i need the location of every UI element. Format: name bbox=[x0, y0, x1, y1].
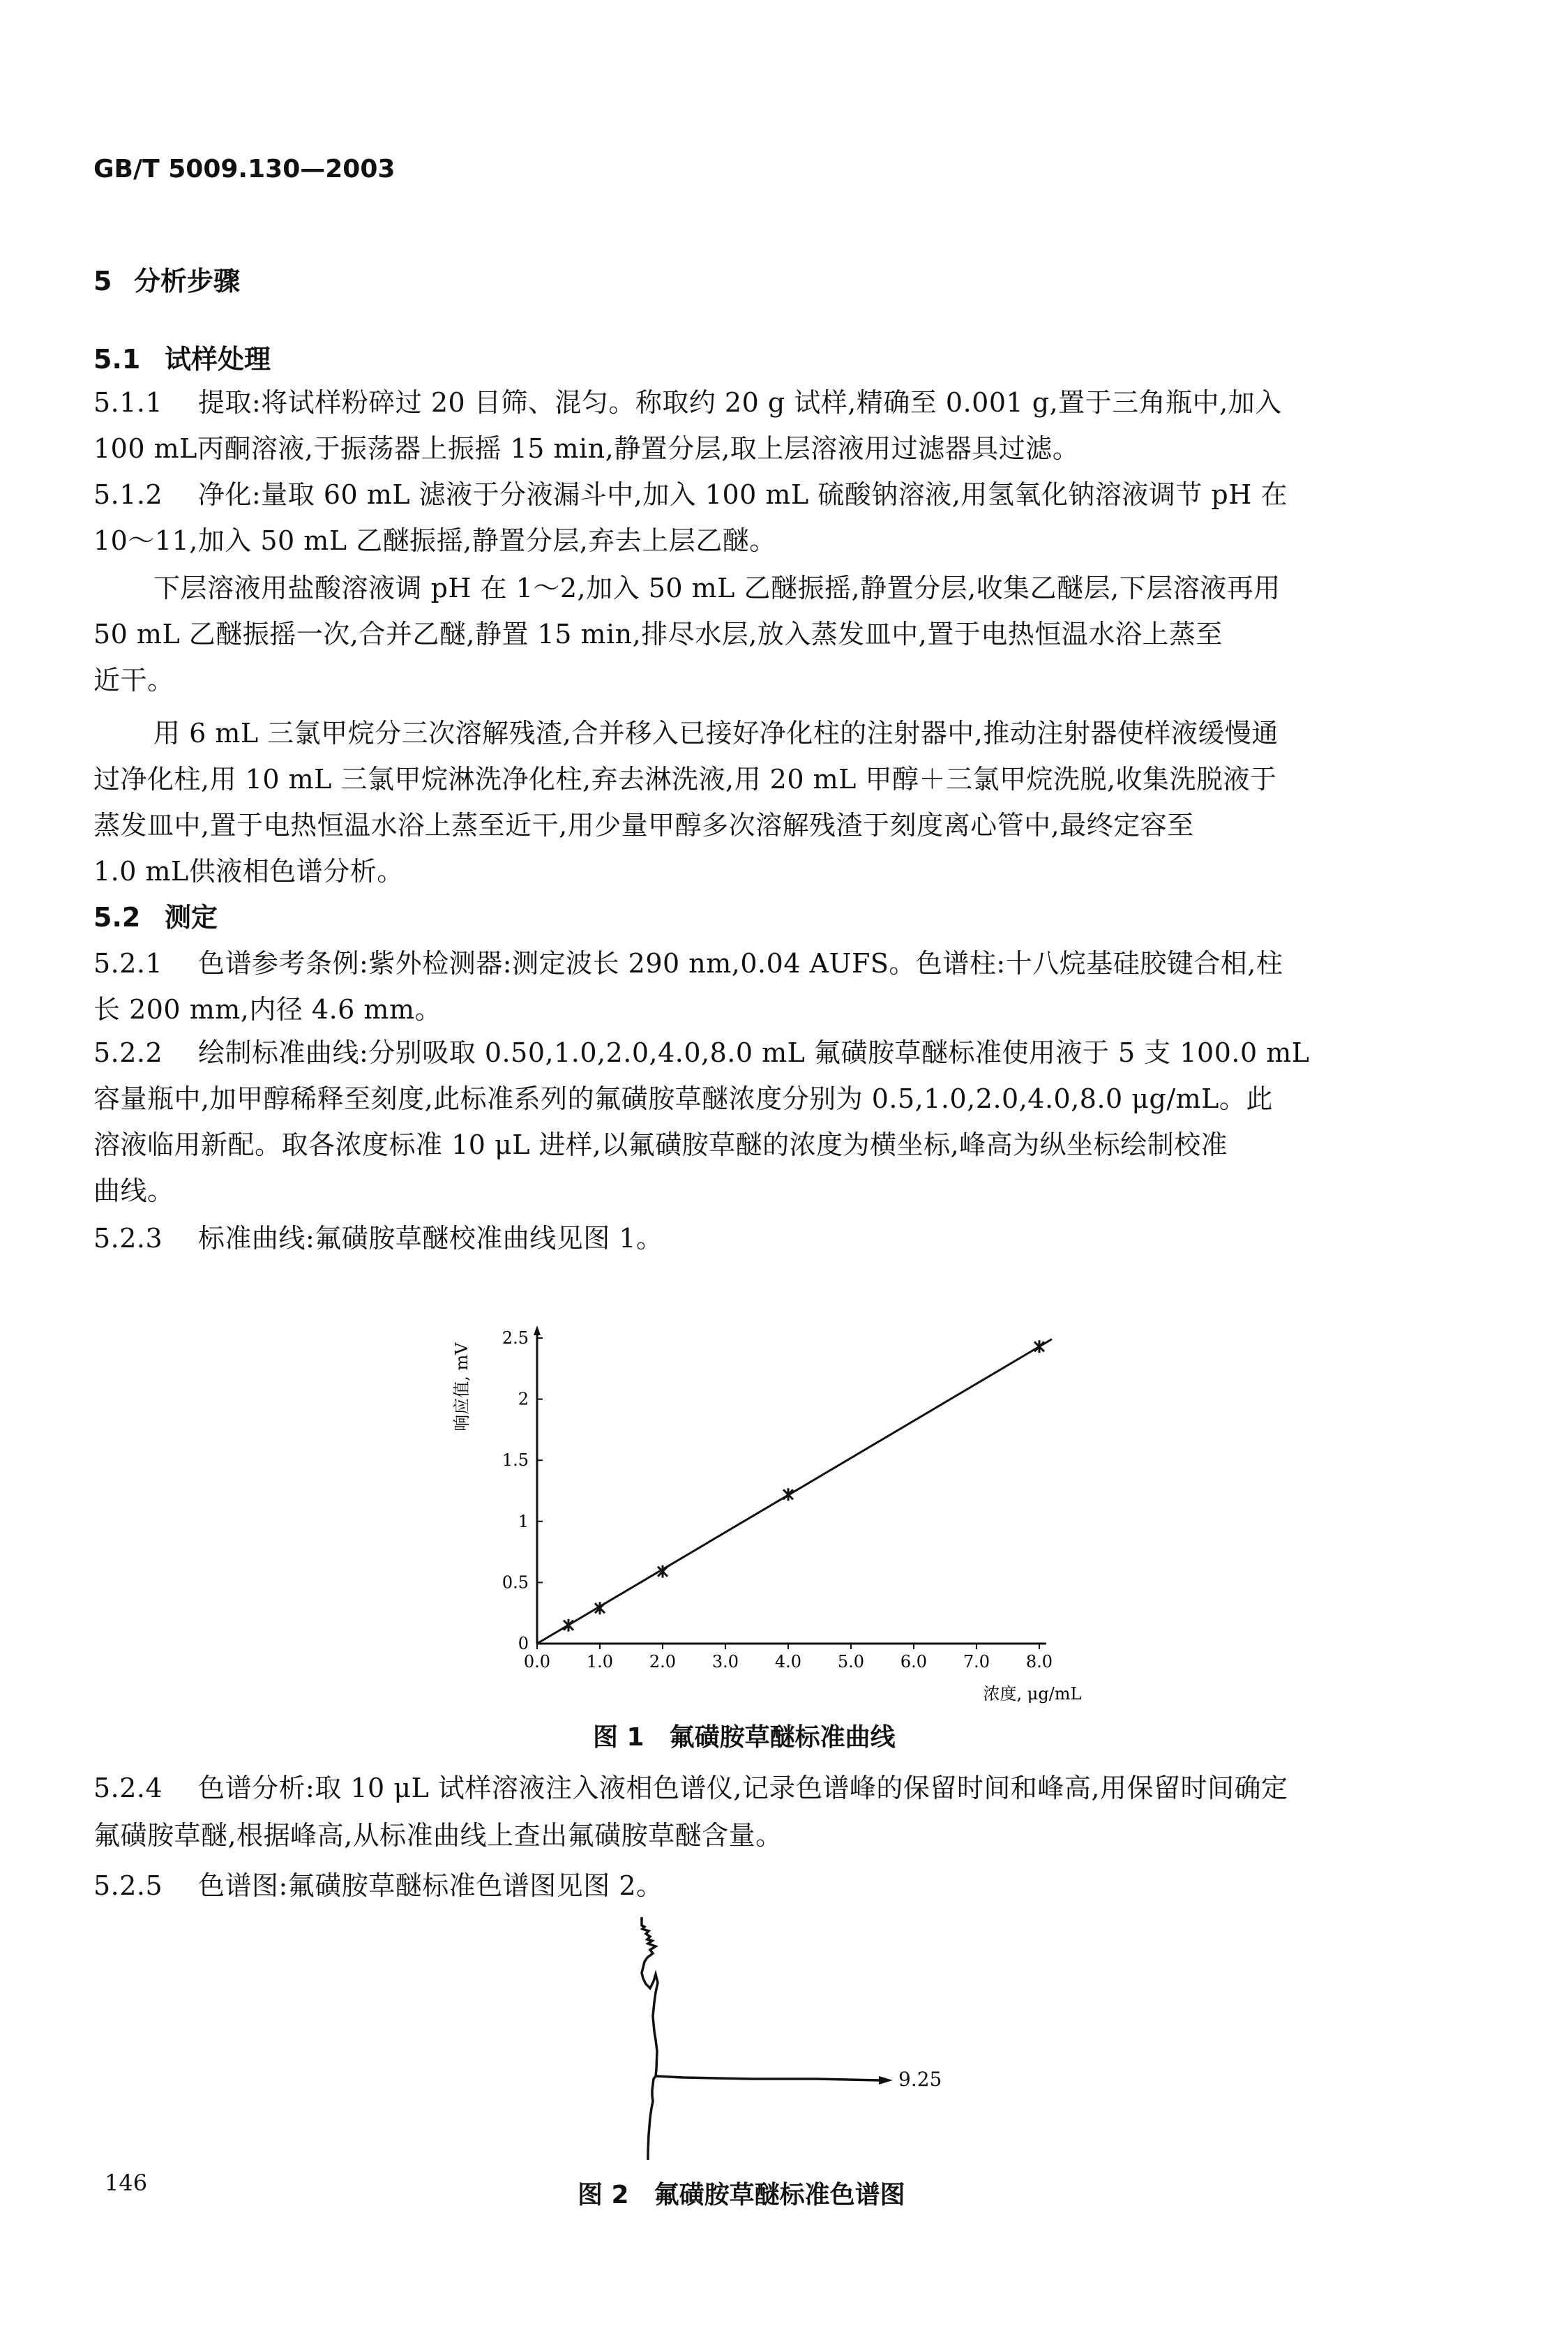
figure-1-caption: 图 1 氟磺胺草醚标准曲线 bbox=[593, 1723, 896, 1752]
clause-number: 5.1.1 bbox=[93, 387, 163, 418]
text-line: 溶液临用新配。取各浓度标准 10 μL 进样,以氟磺胺草醚的浓度为横坐标,峰高为纵坐标绘制校准 bbox=[93, 1129, 1228, 1160]
peak-retention-label: 9.25 bbox=[898, 2068, 942, 2091]
clause-text: 标准曲线:氟磺胺草醚校准曲线见图 1。 bbox=[198, 1223, 663, 1254]
x-tick-label: 0.0 bbox=[523, 1652, 551, 1671]
clause-5-2-1 bbox=[93, 942, 1283, 980]
text-line: 下层溶液用盐酸溶液调 pH 在 1～2,加入 50 mL 乙醚振摇,静置分层,收集乙醚层,下层溶液再用 bbox=[153, 573, 1281, 603]
section-5-2-heading bbox=[93, 896, 218, 934]
x-tick-label: 6.0 bbox=[900, 1652, 928, 1671]
y-tick-label: 0 bbox=[518, 1634, 529, 1653]
clause-number: 5.2.2 bbox=[93, 1037, 163, 1068]
calibration-line bbox=[537, 1339, 1052, 1644]
clause-text: 色谱参考条例:紫外检测器:测定波长 290 nm,0.04 AUFS。色谱柱:十八烷基硅胶键合相,柱 bbox=[198, 948, 1283, 979]
section-number: 5.1 bbox=[93, 344, 141, 375]
text-line: 50 mL 乙醚振摇一次,合并乙醚,静置 15 min,排尽水层,放入蒸发皿中,置于电热恒温水浴上蒸至 bbox=[93, 619, 1223, 649]
clause-5-2-5 bbox=[93, 1864, 663, 1902]
section-title: 试样处理 bbox=[165, 344, 271, 375]
section-title: 分析步骤 bbox=[134, 266, 241, 296]
y-tick-label: 1.5 bbox=[502, 1450, 529, 1471]
x-axis-label: 浓度, μg/mL bbox=[983, 1684, 1082, 1704]
y-tick-label: 0.5 bbox=[502, 1572, 529, 1593]
text-line: 1.0 mL供液相色谱分析。 bbox=[93, 856, 404, 887]
chromatogram-trace bbox=[642, 1917, 658, 2160]
clause-text: 提取:将试样粉碎过 20 目筛、混匀。称取约 20 g 试样,精确至 0.001 g,置于三角瓶中,加入 bbox=[198, 387, 1282, 418]
peak-marker bbox=[879, 2076, 893, 2084]
text-line: 100 mL丙酮溶液,于振荡器上振摇 15 min,静置分层,取上层溶液用过滤器具过滤。 bbox=[93, 433, 1080, 464]
clause-text: 净化:量取 60 mL 滤液于分液漏斗中,加入 100 mL 硫酸钠溶液,用氢氧化钠溶液调节 pH 在 bbox=[198, 479, 1288, 510]
page-number: 146 bbox=[105, 2170, 148, 2196]
clause-text: 色谱分析:取 10 μL 试样溶液注入液相色谱仪,记录色谱峰的保留时间和峰高,用保留时间确定 bbox=[198, 1773, 1288, 1803]
clause-number: 5.2.1 bbox=[93, 948, 163, 979]
x-tick-label: 8.0 bbox=[1025, 1652, 1053, 1671]
clause-number: 5.2.4 bbox=[93, 1773, 163, 1803]
peak-tail bbox=[656, 2076, 879, 2080]
clause-5-2-3 bbox=[93, 1217, 663, 1255]
x-tick-label: 7.0 bbox=[963, 1652, 990, 1671]
calibration-chart bbox=[419, 1270, 1116, 1716]
text-line: 10～11,加入 50 mL 乙醚振摇,静置分层,弃去上层乙醚。 bbox=[93, 525, 776, 556]
data-point bbox=[783, 1488, 793, 1501]
x-tick-label: 4.0 bbox=[774, 1652, 802, 1671]
clause-number: 5.2.3 bbox=[93, 1223, 163, 1254]
clause-text: 色谱图:氟磺胺草醚标准色谱图见图 2。 bbox=[198, 1870, 663, 1901]
clause-text: 绘制标准曲线:分别吸取 0.50,1.0,2.0,4.0,8.0 mL 氟磺胺草醚标准使用液于 5 支 100.0 mL bbox=[198, 1037, 1310, 1068]
text-line: 用 6 mL 三氯甲烷分三次溶解残渣,合并移入已接好净化柱的注射器中,推动注射器使样液缓慢通 bbox=[153, 718, 1279, 749]
y-tick-label: 2.5 bbox=[502, 1328, 529, 1348]
clause-5-1-2 bbox=[93, 473, 1288, 511]
figure-2-caption: 图 2 氟磺胺草醚标准色谱图 bbox=[578, 2181, 905, 2209]
y-axis-label: 响应值, mV bbox=[452, 1342, 472, 1432]
text-line: 蒸发皿中,置于电热恒温水浴上蒸至近干,用少量甲醇多次溶解残渣于刻度离心管中,最终定容至 bbox=[93, 810, 1194, 841]
x-tick-label: 5.0 bbox=[837, 1652, 865, 1671]
section-number: 5.2 bbox=[93, 902, 141, 933]
section-number: 5 bbox=[93, 266, 112, 296]
clause-number: 5.2.5 bbox=[93, 1870, 163, 1901]
standard-number: GB/T 5009.130—2003 bbox=[93, 155, 395, 183]
clause-5-1-1 bbox=[93, 381, 1282, 419]
data-point bbox=[1034, 1340, 1044, 1353]
x-tick-label: 2.0 bbox=[649, 1652, 677, 1671]
text-line: 过净化柱,用 10 mL 三氯甲烷淋洗净化柱,弃去淋洗液,用 20 mL 甲醇＋三氯甲烷洗脱,收集洗脱液于 bbox=[93, 764, 1277, 795]
clause-5-2-4 bbox=[93, 1766, 1288, 1805]
y-axis-arrow bbox=[534, 1325, 541, 1335]
text-line: 曲线。 bbox=[93, 1175, 174, 1206]
x-tick-label: 1.0 bbox=[586, 1652, 614, 1671]
clause-5-2-2 bbox=[93, 1031, 1310, 1069]
section-5-1-heading bbox=[93, 338, 271, 376]
y-tick-label: 2 bbox=[518, 1389, 529, 1409]
text-line: 长 200 mm,内径 4.6 mm。 bbox=[93, 994, 442, 1025]
section-title: 测定 bbox=[165, 902, 218, 933]
clause-number: 5.1.2 bbox=[93, 479, 163, 510]
text-line: 容量瓶中,加甲醇稀释至刻度,此标准系列的氟磺胺草醚浓度分别为 0.5,1.0,2.0,4.0,8.0 μg/mL。此 bbox=[93, 1083, 1273, 1114]
section-5-heading bbox=[93, 260, 240, 298]
chromatogram bbox=[614, 1911, 977, 2177]
data-point bbox=[564, 1619, 573, 1632]
text-line: 近干。 bbox=[93, 665, 174, 696]
y-tick-label: 1 bbox=[518, 1511, 529, 1531]
text-line: 氟磺胺草醚,根据峰高,从标准曲线上查出氟磺胺草醚含量。 bbox=[93, 1820, 783, 1851]
x-tick-label: 3.0 bbox=[711, 1652, 739, 1671]
